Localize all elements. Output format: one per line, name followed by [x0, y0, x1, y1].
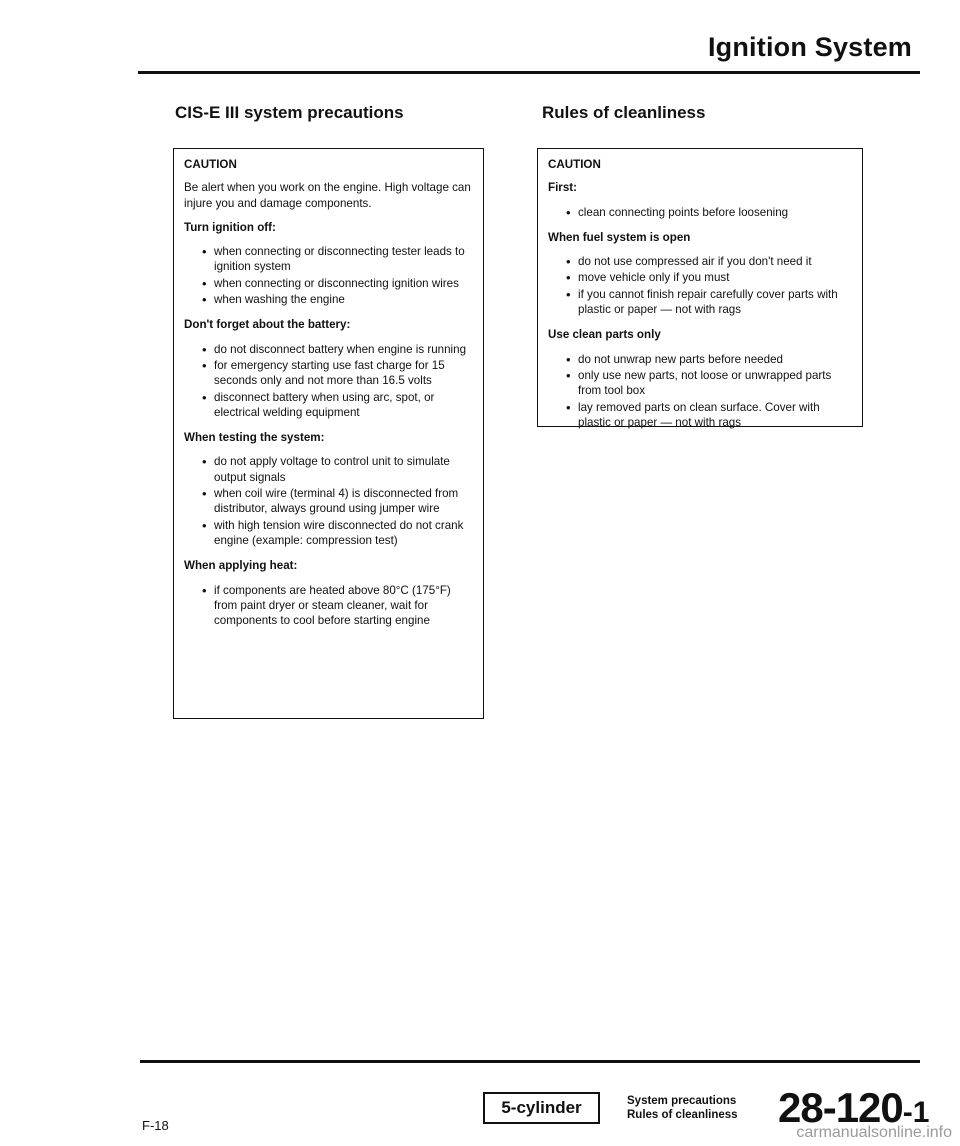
footer-topic-cleanliness: Rules of cleanliness: [627, 1109, 738, 1122]
list-item: • when coil wire (terminal 4) is disconnected from distributor, always ground using jumper wire: [202, 486, 473, 517]
list-item: • if components are heated above 80°C (175°F) from paint dryer or steam cleaner, wait for components to cool before starting engine: [202, 583, 473, 629]
subheading-first: First:: [548, 181, 577, 195]
list-item: • clean connecting points before loosening: [566, 205, 852, 220]
subheading-clean-parts: Use clean parts only: [548, 328, 661, 342]
list-item: • when connecting or disconnecting ignition wires: [202, 276, 473, 291]
list-item: • do not disconnect battery when engine is running: [202, 342, 473, 357]
list-item: • disconnect battery when using arc, spot, or electrical welding equipment: [202, 390, 473, 421]
fuel-open-list: [548, 254, 852, 317]
subheading-fuel-open: When fuel system is open: [548, 230, 691, 244]
list-item: • lay removed parts on clean surface. Cover with plastic or paper — not with rags: [566, 400, 852, 431]
ignition-off-list: [184, 244, 473, 307]
header-divider: [138, 71, 920, 74]
testing-list: [184, 454, 473, 548]
list-item: • do not unwrap new parts before needed: [566, 352, 852, 367]
list-item: • do not apply voltage to control unit to simulate output signals: [202, 454, 473, 485]
subheading-testing: When testing the system:: [184, 431, 325, 445]
list-item: • when washing the engine: [202, 292, 473, 307]
engine-variant-badge: 5-cylinder: [483, 1092, 600, 1124]
caution-intro: Be alert when you work on the engine. High voltage can injure you and damage components.: [184, 181, 471, 210]
battery-list: [184, 342, 473, 420]
list-item: • if you cannot finish repair carefully cover parts with plastic or paper — not with rags: [566, 287, 852, 318]
footer-topics: [627, 1094, 738, 1123]
subheading-ignition-off: Turn ignition off:: [184, 220, 276, 234]
list-item: • with high tension wire disconnected do not crank engine (example: compression test): [202, 518, 473, 549]
footer-divider: [140, 1060, 920, 1063]
list-item: • when connecting or disconnecting tester leads to ignition system: [202, 244, 473, 275]
subheading-battery: Don't forget about the battery:: [184, 318, 351, 332]
list-item: • move vehicle only if you must: [566, 270, 852, 285]
caution-label: CAUTION: [548, 158, 601, 171]
list-item: • for emergency starting use fast charge for 15 seconds only and not more than 16.5 volts: [202, 358, 473, 389]
list-item: • only use new parts, not loose or unwrapped parts from tool box: [566, 368, 852, 399]
page-id: F-18: [142, 1118, 169, 1133]
cleanliness-heading: Rules of cleanliness: [542, 103, 706, 122]
section-number-suffix: -1: [902, 1096, 930, 1129]
first-list: [548, 205, 852, 220]
precautions-heading: CIS-E III system precautions: [175, 103, 404, 122]
watermark-text: carmanualsonline.info: [796, 1124, 952, 1141]
section-number-main: 28-120: [778, 1084, 903, 1131]
list-item: • do not use compressed air if you don't need it: [566, 254, 852, 269]
subheading-heat: When applying heat:: [184, 559, 298, 573]
clean-parts-list: [548, 352, 852, 430]
footer-topic-precautions: System precautions: [627, 1095, 737, 1107]
precautions-caution-box: [173, 148, 484, 719]
heat-list: [184, 583, 473, 629]
caution-label: CAUTION: [184, 158, 237, 171]
page-header-title: Ignition System: [707, 32, 912, 62]
cleanliness-caution-box: [537, 148, 863, 427]
